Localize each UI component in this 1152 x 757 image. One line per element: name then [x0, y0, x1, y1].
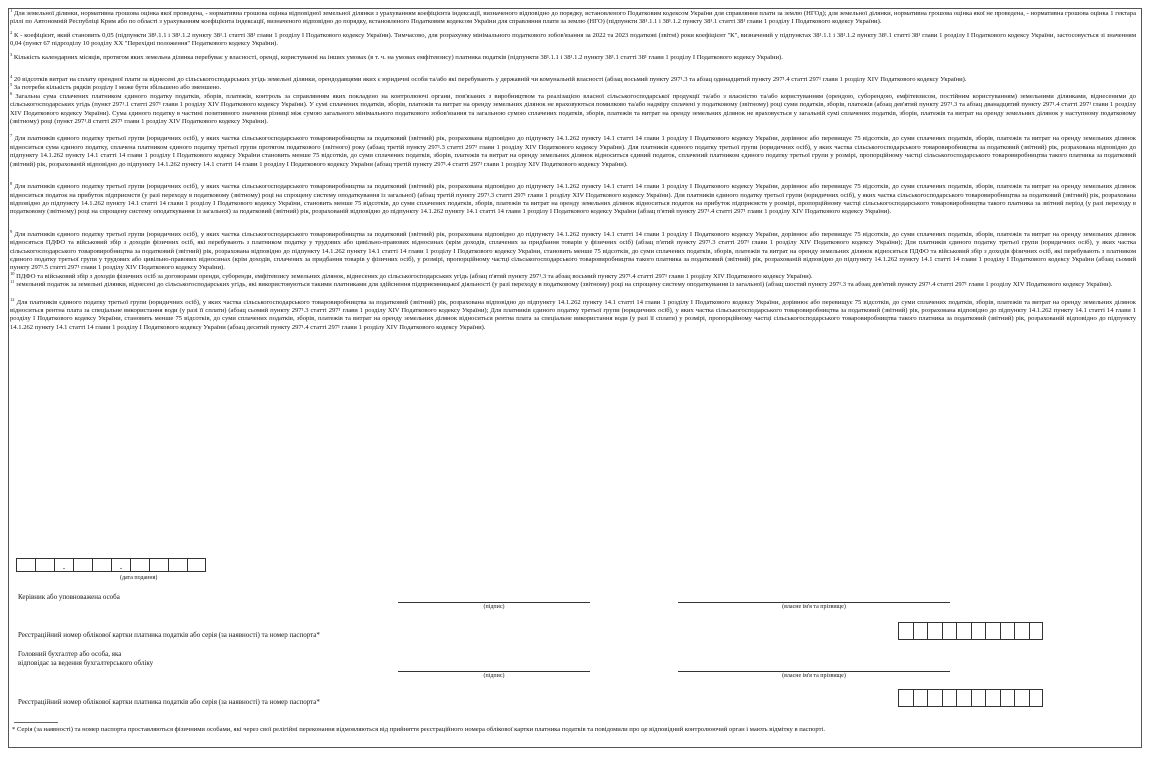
reg-digit-box[interactable]	[1029, 622, 1044, 640]
reg-digit-box[interactable]	[942, 622, 957, 640]
reg-digit-box[interactable]	[913, 622, 928, 640]
footnote-3: $^3$ Кількість календарних місяців, протягом яких земельна ділянка перебуває у власності, оренді, користуванні на інших умовах (в т. ч. на умовах емфітевзису) платника податків (підпункти 38¹.1.1 і 38¹.1.2 пункту 38¹.1 статті 38¹ глави 1 розділу I Податкового кодексу України).	[10, 51, 783, 61]
date-caption: (дата подання)	[120, 575, 158, 581]
reg-digit-box[interactable]	[956, 689, 971, 707]
date-cell[interactable]	[149, 558, 168, 572]
reg-digit-box[interactable]	[898, 622, 913, 640]
footnote-1: $^1$ Для земельної ділянки, нормативна грошова оцінка якої проведена, - нормативна грошова оцінка відповідної земельної ділянки з урахуванням коефіцієнта індексації, визначеного відповідно до порядку, встановленого Податковим кодексом України для справляння плати за землю (НГОд); для земельної ділянки, нормативна грошова оцінка якої не проведена, - нормативна грошова оцінка 1 гектара ріллі по Автономній Республіці Крим або по області з урахуванням коефіцієнта індексації, визначеного відповідно до порядку, встановленого Податковим кодексом України для справляння плати за землю (НГО) (підпункти 38¹.1.1 і 38¹.1.2 пункту 38¹.1 статті 38¹ глави 1 розділу I Податкового кодексу України).	[10, 8, 1136, 26]
footnote-11: $^{11}$ земельний податок за земельні ділянки, віднесені до сільськогосподарських угідь, які використовуються такими платниками для здійснення підприємницької діяльності (у разі переходу в податковому (звітному) році на спрощену систему оподаткування із загальної) (абзац шостий пункту 297¹.3 та абзац дев'ятий пункту 297¹.4 статті 297¹ глави 1 розділу XIV Податкового кодексу України).	[10, 279, 1113, 289]
reg-digit-box[interactable]	[971, 622, 986, 640]
date-cell[interactable]	[168, 558, 187, 572]
reg-digit-box[interactable]	[985, 689, 1000, 707]
reg-digit-box[interactable]	[927, 622, 942, 640]
reg-digit-box[interactable]	[1014, 689, 1029, 707]
reg-digit-box[interactable]	[927, 689, 942, 707]
date-cell[interactable]	[187, 558, 206, 572]
reg-digit-box[interactable]	[956, 622, 971, 640]
footnote-9: $^9$ Для платників єдиного податку третьої групи (юридичних осіб), у яких частка сільськогосподарського товаровиробництва за податковий (звітний) рік, розрахована відповідно до підпункту 14.1.262 пункту 14.1 статті 14 глави 1 розділу I Податкового кодексу України, дорівнює або перевищує 75 відсотків, до суми сплачених податків, зборів, платежів та витрат на оренду земельних ділянок відносяться ПДФО та військовий збір з доходів фізичних осіб, які перебувають з платником податку у трудових або цивільно-правових відносинах (крім доходів, сплачених за придбання товарів у фізичних осіб) (абзац п'ятий пункту 297¹.3 статті 297¹ глави 1 розділу XIV Податкового кодексу України); Для платників єдиного податку третьої групи (юридичних осіб), у яких частка сільськогосподарського товаровиробництва за податковий (звітний) рік, розрахована відповідно до підпункту 14.1.262 пункту 14.1 статті 14 глави 1 розділу I Податкового кодексу України, становить менше 75 відсотків, до суми сплачених податків, зборів, платежів та витрат на оренду земельних ділянок відносяться ПДФО та військовий збір з доходів фізичних осіб, які перебувають з платником єдиного податку третьої групи у трудових або цивільно-правових відносинах (крім доходів, сплачених за придбання товарів у фізичних осіб), у розмірі, пропорційному частці сільськогосподарського товаровиробництва такого платника за податковий (звітний) рік, розрахованій відповідно до підпункту 14.1.262 пункту 14.1 статті 14 глави 1 розділу I Податкового кодексу України (абзац сьомий пункту 297¹.5 статті 297¹ глави 1 розділу XIV Податкового кодексу України).	[10, 228, 1136, 272]
head-reg-label: Реєстраційний номер облікової картки платника податків або серія (за наявності) та номер паспорта*	[18, 631, 320, 639]
reg-digit-box[interactable]	[985, 622, 1000, 640]
asterisk-note: * Серія (за наявності) та номер паспорта проставляються фізичними особами, які через свої релігійні переконання відмовляються від прийняття реєстраційного номера облікової картки платника податків та повідомили про це відповідний контролюючий орган і мають відмітку в паспорті.	[12, 726, 825, 733]
date-cell[interactable]	[130, 558, 149, 572]
reg-digit-box[interactable]	[1014, 622, 1029, 640]
footnote-5: $^5$ За потреби кількість рядків розділу I може бути збільшено або зменшено.	[10, 82, 222, 92]
date-cell[interactable]	[92, 558, 111, 572]
reg-digit-box[interactable]	[942, 689, 957, 707]
date-input-cells[interactable]	[16, 558, 206, 572]
footnote-6: $^6$ Загальна сума сплачених платником єдиного податку податків, зборів, платежів, контроль за справлянням яких покладено на контролюючі органи, пов'язаних з виробництвом та реалізацією власної сільськогосподарської продукції та/або з власністю та/або користуванням (орендою, суборендою, емфітевзисом, постійним користуванням) земельними ділянками, віднесеними до сільськогосподарських угідь (пункт 297¹.1 статті 297¹ глави 1 розділу XIV Податкового кодексу України). У сумі сплачених податків, зборів, платежів та витрат на оренду земельних ділянок не враховуються помилково та/або надміру сплачені у податковому (звітному) році суми податків, зборів, платежів (абзац дев'ятий пункту 297¹.3 та абзац дванадцятий пункту 297¹.4 статті 297¹ глави 1 розділу XIV Податкового кодексу України). Сума єдиного податку в частині позитивного значення різниці між сумою загального мінімального податкового зобов'язання та загальною сумою сплачених податків, зборів, платежів та витрат на оренду земельних ділянок не враховується у загальній сумі сплачених податків, зборів, платежів та витрат на оренду земельних ділянок у наступному податковому (звітному) році (пункт 297¹.8 статті 297¹ глави 1 розділу XIV Податкового кодексу України).	[10, 90, 1136, 126]
footnote-2: $^2$ К - коефіцієнт, який становить 0,05 (підпункти 38¹.1.1 і 38¹.1.2 пункту 38¹.1 статті 38¹ глави 1 розділу I Податкового кодексу України). Тимчасово, для розрахунку мінімального податкового зобов'язання за 2022 та 2023 податкові (звітні) роки коефіцієнт "К", визначений у підпунктах 38¹.1.1 і 38¹.1.2 пункту 38¹.1 статті 38¹ глави 1 розділу I Податкового кодексу України, застосовується зі значенням 0,04 (пункт 67 підрозділу 10 розділу XX "Перехідні положення" Податкового кодексу України).	[10, 29, 1137, 48]
reg-digit-box[interactable]	[913, 689, 928, 707]
accountant-label-line2: відповідає за ведення бухгалтерського обліку	[18, 659, 154, 667]
reg-digit-box[interactable]	[1029, 689, 1044, 707]
reg-digit-box[interactable]	[1000, 689, 1015, 707]
accountant-signature-line[interactable]	[398, 671, 590, 672]
accountant-name-caption: (власне ім'я та прізвище)	[782, 673, 846, 679]
footnote-12: $^{12}$ Для платників єдиного податку третьої групи (юридичних осіб), у яких частка сільськогосподарського товаровиробництва за податковий (звітний) рік, розрахована відповідно до підпункту 14.1.262 пункту 14.1 статті 14 глави 1 розділу I Податкового кодексу України, дорівнює або перевищує 75 відсотків, до суми сплачених податків, зборів, платежів та витрат на оренду земельних ділянок відноситься рентна плата за спеціальне використання води (у разі її сплати) (абзац сьомий пункту 297¹.3 статті 297¹ глави 1 розділу XIV Податкового кодексу України); Для платників єдиного податку третьої групи (юридичних осіб), у яких частка сільськогосподарського товаровиробництва за податковий (звітний) рік, розрахована відповідно до підпункту 14.1.262 пункту 14.1 статті 14 глави 1 розділу I Податкового кодексу України, становить менше 75 відсотків, до суми сплачених податків, зборів, платежів та витрат на оренду земельних ділянок відноситься рентна плата за спеціальне використання води (у разі її сплати) у розмірі, пропорційному частці сільськогосподарського товаровиробництва такого платника за податковий (звітний) рік, розрахованій відповідно до підпункту 14.1.262 пункту 14.1 статті 14 глави 1 розділу I Податкового кодексу України (абзац десятий пункту 297¹.4 статті 297¹ глави 1 розділу XIV Податкового кодексу України).	[10, 296, 1136, 331]
date-cell[interactable]	[16, 558, 35, 572]
head-name-caption: (власне ім'я та прізвище)	[782, 604, 846, 610]
footnote-10: $^{10}$ ПДФО та військовий збір з доходів фізичних осіб за договорами оренди, суборенди, емфітевзису земельних ділянок, віднесених до сільськогосподарських угідь (абзац п'ятий пункту 297¹.3 та абзац восьмий пункту 297¹.4 статті 297¹ глави 1 розділу XIV Податкового кодексу України).	[10, 270, 813, 280]
head-label: Керівник або уповноважена особа	[18, 593, 120, 601]
footnotes-block	[10, 10, 1136, 332]
date-dot: .	[54, 558, 73, 572]
footnote-separator	[14, 722, 58, 723]
reg-digit-box[interactable]	[898, 689, 913, 707]
accountant-signature-caption: (підпис)	[483, 673, 505, 679]
footnote-4: $^4$ 20 відсотків витрат на сплату орендної плати за віднесені до сільськогосподарських угідь земельні ділянки, орендодавцями яких є юридичні особи та/або які перебувають у державній чи комунальній власності (абзац восьмий пункту 297¹.3 та абзац одинадцятий пункту 297¹.4 статті 297¹ глави 1 розділу XIV Податкового кодексу України).	[10, 74, 967, 84]
accountant-reg-label: Реєстраційний номер облікової картки платника податків або серія (за наявності) та номер паспорта*	[18, 698, 320, 706]
accountant-name-line[interactable]	[678, 671, 950, 672]
date-cell[interactable]	[73, 558, 92, 572]
head-signature-line[interactable]	[398, 602, 590, 603]
reg-digit-box[interactable]	[971, 689, 986, 707]
head-name-line[interactable]	[678, 602, 950, 603]
head-signature-caption: (підпис)	[483, 604, 505, 610]
footnote-8: $^8$ Для платників єдиного податку третьої групи (юридичних осіб), у яких частка сільськогосподарського товаровиробництва за податковий (звітний) рік, розрахована відповідно до підпункту 14.1.262 пункту 14.1 статті 14 глави 1 розділу I Податкового кодексу України, дорівнює або перевищує 75 відсотків, до суми сплачених податків, зборів, платежів та витрат на оренду земельних ділянок відноситься податок на прибуток підприємств (у разі переходу в податковому (звітному) році на спрощену систему оподаткування із загальної) (абзац третій пункту 297¹.3 статті 297¹ глави 1 розділу XIV Податкового кодексу України). Для платників єдиного податку третьої групи (юридичних осіб), у яких частка сільськогосподарського товаровиробництва за податковий (звітний) рік, розрахована відповідно до підпункту 14.1.262 пункту 14.1 статті 14 глави 1 розділу I Податкового кодексу України, становить менше 75 відсотків, до суми сплачених податків, зборів, платежів та витрат на оренду земельних ділянок відноситься податок на прибуток підприємств у розмірі, пропорційному частці сільськогосподарського товаровиробництва такого платника за звітний період (у разі переходу в податковому (звітному) році на спрощену систему оподаткування із загальної) за податковий (звітний) рік, розрахованій відповідно до підпункту 14.1.262 пункту 14.1 статті 14 глави 1 розділу I Податкового кодексу України (абзац п'ятий пункту 297¹.4 статті 297¹ глави 1 розділу XIV Податкового кодексу України).	[10, 181, 1136, 216]
accountant-label-line1: Головний бухгалтер або особа, яка	[18, 650, 122, 658]
date-cell[interactable]	[35, 558, 54, 572]
date-dot: .	[111, 558, 130, 572]
reg-digit-box[interactable]	[1000, 622, 1015, 640]
head-reg-number-boxes[interactable]	[898, 622, 1043, 640]
accountant-reg-number-boxes[interactable]	[898, 689, 1043, 707]
footnote-7: $^7$ Для платників єдиного податку третьої групи (юридичних осіб), у яких частка сільськогосподарського товаровиробництва за податковий (звітний) рік, розрахована відповідно до підпункту 14.1.262 пункту 14.1 статті 14 глави 1 розділу I Податкового кодексу України, дорівнює або перевищує 75 відсотків, до суми сплачених податків, зборів, платежів та витрат на оренду земельних ділянок відноситься сума єдиного податку, сплачена платником єдиного податку третьої групи протягом податкового (звітного) року (абзац третій пункту 297¹.3 статті 297¹ глави 1 розділу XIV Податкового кодексу України). Для платників єдиного податку третьої групи (юридичних осіб), у яких частка сільськогосподарського товаровиробництва за податковий (звітний) рік, розрахована відповідно до підпункту 14.1.262 пункту 14.1 статті 14 глави 1 розділу I Податкового кодексу України становить менше 75 відсотків, до суми сплачених податків, зборів, платежів та витрат на оренду земельних ділянок відноситься єдиний податок, сплачений платником єдиного податку третьої групи у розмірі, пропорційному частці сільськогосподарського товаровиробництва такого платника за податковий (звітний) рік, розрахованій відповідно до підпункту 14.1.262 пункту 14.1 статті 14 глави 1 розділу I Податкового кодексу України (абзац третій пункту 297¹.4 статті 297¹ глави 1 розділу XIV Податкового кодексу України).	[10, 133, 1136, 168]
